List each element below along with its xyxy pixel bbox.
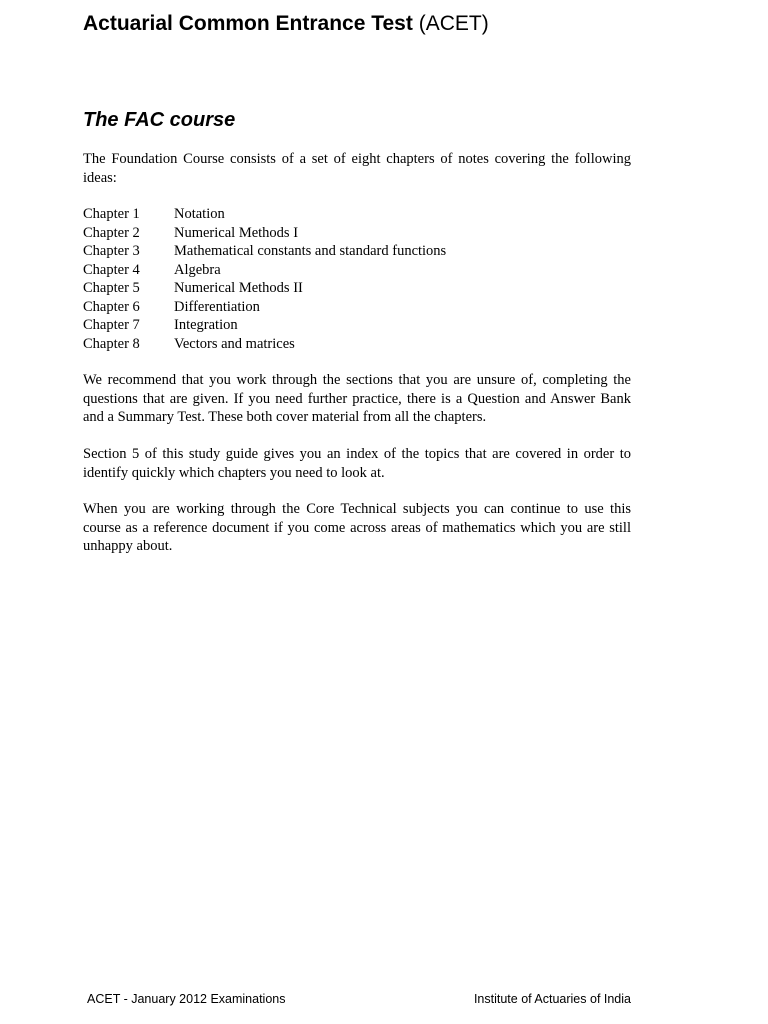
chapter-number: Chapter 4	[83, 261, 140, 278]
chapter-title: Numerical Methods I	[174, 224, 299, 241]
intro-paragraph: The Foundation Course consists of a set of eight chapters of notes covering the following ideas:	[83, 151, 631, 186]
chapter-row	[83, 261, 631, 280]
chapter-title: Algebra	[174, 261, 221, 278]
recommendation-paragraph: We recommend that you work through the sections that you are unsure of, completing the questions that are given. If you need further practice, there is a Question and Answer Bank and a Summary Test. These both cover material from all the chapters.	[83, 372, 631, 425]
chapter-list	[83, 205, 631, 353]
section-title: The FAC course	[83, 109, 236, 131]
chapter-title: Differentiation	[174, 298, 260, 315]
chapter-row	[83, 335, 631, 354]
chapter-row	[83, 242, 631, 261]
chapter-title: Numerical Methods II	[174, 280, 303, 296]
chapter-row	[83, 205, 631, 224]
chapter-row	[83, 316, 631, 335]
reference-paragraph: When you are working through the Core Technical subjects you can continue to use this course as a reference document if you come across areas of mathematics which you are still unhappy about.	[83, 501, 631, 554]
chapter-number: Chapter 7	[83, 317, 140, 333]
header-title: Actuarial Common Entrance Test	[83, 12, 413, 35]
chapter-number: Chapter 6	[83, 298, 140, 315]
chapter-number: Chapter 8	[83, 335, 140, 352]
chapter-number: Chapter 1	[83, 206, 140, 222]
chapter-row	[83, 224, 631, 243]
chapter-title: Integration	[174, 317, 238, 333]
chapter-row	[83, 279, 631, 298]
chapter-number: Chapter 5	[83, 280, 140, 296]
chapter-title: Notation	[174, 206, 225, 222]
chapter-number: Chapter 2	[83, 224, 140, 241]
header-title-suffix: (ACET)	[418, 12, 489, 35]
chapter-row	[83, 298, 631, 317]
footer-right-text: Institute of Actuaries of India	[473, 992, 631, 1006]
chapter-title: Mathematical constants and standard functions	[174, 243, 447, 259]
index-paragraph: Section 5 of this study guide gives you an index of the topics that are covered in order to identify quickly which chapters you need to look at.	[83, 446, 631, 481]
footer-left-text: ACET - January 2012 Examinations	[87, 992, 286, 1006]
chapter-title: Vectors and matrices	[174, 335, 295, 352]
chapter-number: Chapter 3	[83, 243, 140, 259]
page-header	[83, 10, 489, 38]
